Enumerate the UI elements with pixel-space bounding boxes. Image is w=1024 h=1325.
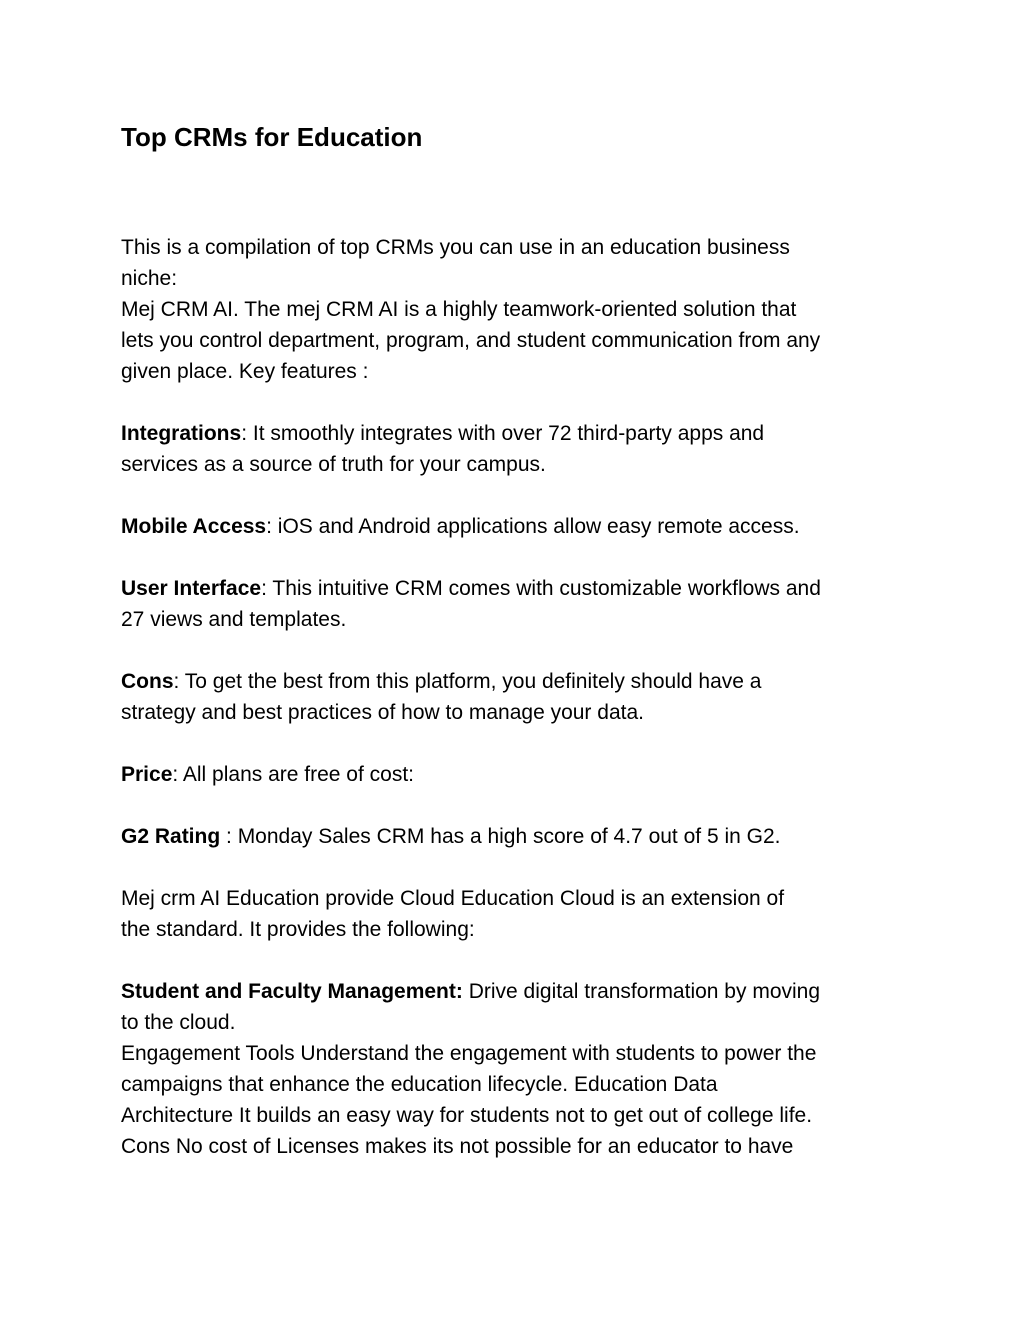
tail-line: campaigns that enhance the education lifecycle. Education Data [121, 1073, 718, 1096]
student-faculty-paragraph [121, 976, 921, 1007]
paragraph-gap [121, 387, 921, 418]
mobile-access-text: : iOS and Android applications allow easy remote access. [266, 515, 800, 538]
paragraph-gap [121, 480, 921, 511]
student-faculty-text: Drive digital transformation by moving [462, 980, 821, 1003]
integrations-label: Integrations [121, 422, 242, 445]
integrations-text-line: services as a source of truth for your campus. [121, 453, 546, 476]
g2-rating-label: G2 Rating [121, 825, 221, 848]
student-faculty-label: Student and Faculty Management: [121, 980, 463, 1003]
cons-text: : To get the best from this platform, you definitely should have a [173, 670, 762, 693]
g2-rating-text: : Monday Sales CRM has a high score of 4.7 out of 5 in G2. [220, 825, 781, 848]
intro-line: niche: [121, 267, 178, 290]
paragraph-gap [121, 635, 921, 666]
price-paragraph [121, 759, 921, 790]
integrations-paragraph [121, 418, 921, 449]
user-interface-paragraph [121, 573, 921, 604]
price-text: : All plans are free of cost: [172, 763, 414, 786]
paragraph-gap [121, 728, 921, 759]
tail-line: Engagement Tools Understand the engagement with students to power the [121, 1042, 817, 1065]
paragraph-gap [121, 852, 921, 883]
user-interface-label: User Interface [121, 577, 262, 600]
user-interface-text-line: 27 views and templates. [121, 608, 347, 631]
cons-paragraph [121, 666, 921, 697]
mobile-access-paragraph [121, 511, 921, 542]
user-interface-text: : This intuitive CRM comes with customizable workflows and [261, 577, 821, 600]
paragraph-gap [121, 542, 921, 573]
tail-line: Cons No cost of Licenses makes its not possible for an educator to have [121, 1135, 794, 1158]
document-body [121, 232, 921, 1162]
intro-line: This is a compilation of top CRMs you can use in an education business [121, 236, 790, 259]
mobile-access-label: Mobile Access [121, 515, 267, 538]
paragraph-gap [121, 945, 921, 976]
cloud-line: the standard. It provides the following: [121, 918, 475, 941]
intro-line: given place. Key features : [121, 360, 369, 383]
g2-rating-paragraph [121, 821, 921, 852]
paragraph-gap [121, 790, 921, 821]
tail-line: Architecture It builds an easy way for students not to get out of college life. [121, 1104, 813, 1127]
integrations-text: : It smoothly integrates with over 72 third-party apps and [241, 422, 765, 445]
page-title: Top CRMs for Education [121, 122, 423, 152]
cloud-line: Mej crm AI Education provide Cloud Education Cloud is an extension of [121, 887, 785, 910]
intro-line: lets you control department, program, and student communication from any [121, 329, 821, 352]
cons-label: Cons [121, 670, 174, 693]
intro-line: Mej CRM AI. The mej CRM AI is a highly teamwork-oriented solution that [121, 298, 797, 321]
cons-text-line: strategy and best practices of how to manage your data. [121, 701, 644, 724]
student-faculty-text-line: to the cloud. [121, 1011, 236, 1034]
price-label: Price [121, 763, 173, 786]
